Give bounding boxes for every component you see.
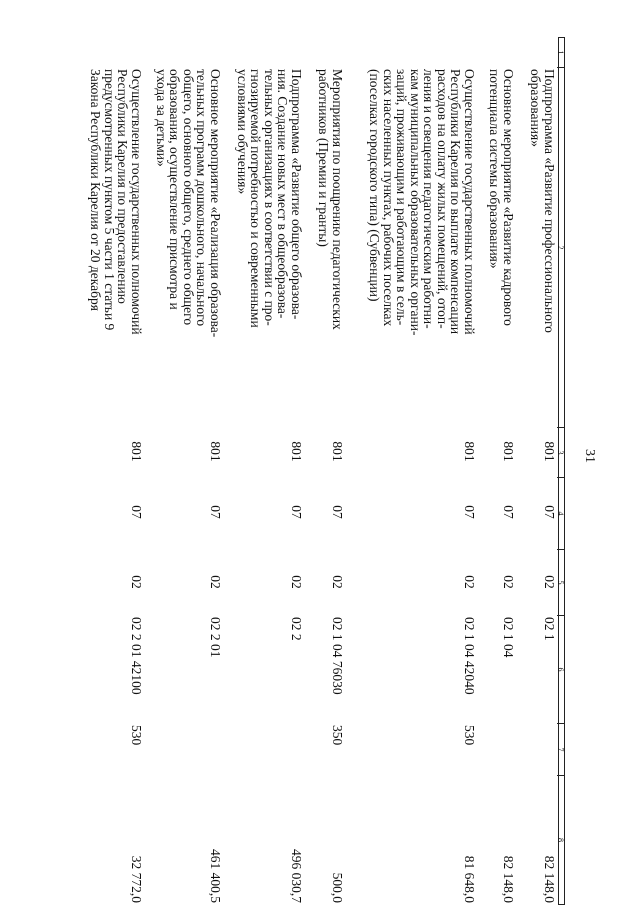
description-line: ских населенных пунктах, рабочих поселках (381, 69, 396, 327)
description-line: Осуществление государственных полномочий (129, 69, 144, 335)
description-line: Осуществление государственных полномочий (462, 69, 477, 335)
amount: 82 148,0 (542, 855, 557, 903)
target-article-code: 02 2 01 42100 (129, 617, 144, 695)
target-article-code: 02 1 04 42040 (462, 617, 477, 695)
description-line: ния. Создание новых мест в общеобразова- (275, 69, 291, 319)
description-line: ления и освещения педагогическим работни- (421, 69, 437, 329)
description-line: тельных организациях в соответствии с про- (262, 69, 277, 326)
amount: 82 148,0 (501, 855, 516, 903)
budget-table (60, 37, 565, 905)
header-col-3: 3 (557, 428, 564, 478)
description-line: предусмотренных пунктом 5 части 1 статьи 9 (102, 69, 117, 331)
ministry-code: 801 (330, 441, 345, 462)
target-article-code: 02 1 (542, 617, 557, 641)
description-line: тельных программ дошкольного, начального (194, 69, 210, 327)
ministry-code: 801 (462, 441, 477, 462)
section-code: 07 (501, 505, 516, 519)
description-line: Подпрограмма «Развитие общего образова- (289, 69, 304, 320)
header-col-6: 6 (557, 616, 564, 724)
row-description (317, 69, 344, 424)
header-col-7: 7 (557, 724, 564, 776)
ministry-code: 801 (501, 441, 516, 462)
section-code: 07 (330, 505, 345, 519)
ministry-code: 801 (208, 441, 223, 462)
subsection-code: 02 (501, 575, 516, 589)
row-description (488, 69, 515, 424)
header-col-4: 4 (557, 478, 564, 550)
description-line: ухода за детьми» (154, 69, 169, 167)
page-number: 31 (582, 449, 597, 463)
expense-type-code: 530 (462, 725, 477, 746)
amount: 81 648,0 (462, 855, 477, 903)
row-description (368, 69, 476, 424)
header-col-2: 2 (557, 68, 564, 428)
subsection-code: 02 (542, 575, 557, 589)
section-code: 07 (542, 505, 557, 519)
description-line: Республики Карелия по выплате компенсации (448, 69, 464, 335)
description-line: Закона Республики Карелия от 20 декабря (88, 69, 104, 311)
row-description (89, 69, 143, 424)
row-description (155, 69, 223, 424)
table-header-row (558, 37, 565, 905)
section-code: 07 (462, 505, 477, 519)
subsection-code: 02 (208, 575, 223, 589)
ministry-code: 801 (289, 441, 304, 462)
subsection-code: 02 (289, 575, 304, 589)
ministry-code: 801 (542, 441, 557, 462)
header-col-8: 8 (556, 838, 565, 842)
expense-type-code: 530 (129, 725, 144, 746)
description-line: расходов на оплату жилых помещений, отоп- (435, 69, 450, 329)
amount: 500,0 (330, 872, 345, 903)
subsection-code: 02 (462, 575, 477, 589)
target-article-code: 02 1 04 (501, 617, 516, 658)
description-line: Основное мероприятие «Реализация образова- (208, 69, 223, 338)
amount: 496 030,7 (289, 849, 304, 903)
section-code: 07 (129, 505, 144, 519)
section-code: 07 (208, 505, 223, 519)
amount: 461 400,5 (208, 849, 223, 903)
description-line: гнозируемой потребностью и современными (248, 69, 264, 328)
row-description (236, 69, 304, 424)
header-col-1: 1 (557, 38, 564, 68)
description-line: общего, основного общего, среднего общего (181, 69, 196, 326)
section-code: 07 (289, 505, 304, 519)
description-line: условиями обучения» (235, 69, 250, 195)
description-line: кам муниципальных образовательных органи- (408, 69, 423, 336)
row-description (529, 69, 556, 424)
description-line: потенциала системы образования» (487, 69, 503, 269)
target-article-code: 02 2 (289, 617, 304, 641)
subsection-code: 02 (330, 575, 345, 589)
expense-type-code: 350 (330, 725, 345, 746)
description-line: образования» (528, 69, 544, 147)
subsection-code: 02 (129, 575, 144, 589)
target-article-code: 02 1 04 76030 (330, 617, 345, 695)
description-line: работников (Премии и гранты) (316, 69, 332, 247)
description-line: Республики Карелия по предоставлению (115, 69, 131, 304)
description-line: Основное мероприятие «Развитие кадрового (501, 69, 516, 326)
description-line: Подпрограмма «Развитие профессионального (542, 69, 557, 333)
amount: 32 772,0 (129, 855, 144, 903)
ministry-code: 801 (129, 441, 144, 462)
description-line: образования, осуществление присмотра и (167, 69, 183, 310)
target-article-code: 02 2 01 (208, 617, 223, 658)
description-line: (поселках городского типа) (Субвенции) (367, 69, 383, 302)
description-line: Мероприятия по поощрению педагогических (330, 69, 345, 330)
header-col-5: 5 (557, 550, 564, 616)
description-line: заций, проживающим и работающим в сель- (394, 69, 410, 326)
